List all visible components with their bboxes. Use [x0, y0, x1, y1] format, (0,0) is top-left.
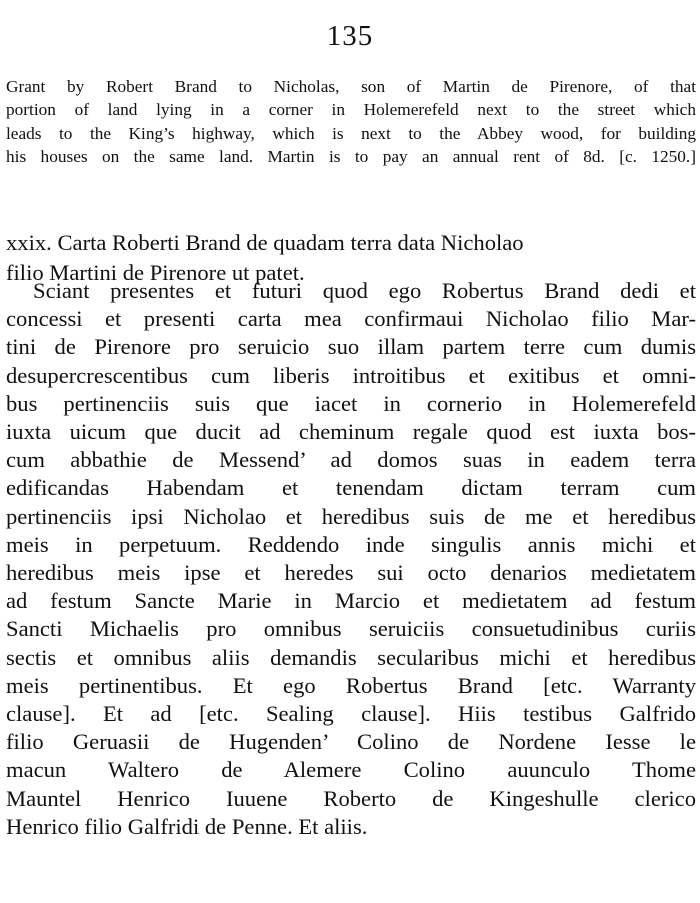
summary-line: portion of land lying in a corner in Holemerefeld next to the street which: [6, 100, 696, 120]
body-line: tini de Pirenore pro seruicio suo illam partem terre cum dumis: [6, 334, 696, 360]
body-line: meis in perpetuum. Reddendo inde singulis annis michi et: [6, 531, 696, 557]
body-line: pertinenciis ipsi Nicholao et heredibus suis de me et heredibus: [6, 503, 696, 529]
summary-line: his houses on the same land. Martin is to pay an annual rent of 8d. [c. 1250.]: [6, 146, 696, 166]
heading-line: filio Martini de Pirenore ut patet.: [6, 259, 305, 285]
body-line: concessi et presenti carta mea confirmaui Nicholao filio Mar-: [6, 306, 696, 332]
summary-line: leads to the King’s highway, which is next to the Abbey wood, for building: [6, 123, 696, 143]
summary-line: Grant by Robert Brand to Nicholas, son of Martin de Pirenore, of that: [6, 77, 696, 96]
page-number: 135: [326, 20, 374, 52]
body-line: Sancti Michaelis pro omnibus seruiciis consuetudinibus curiis: [6, 616, 696, 642]
body-line: desupercrescentibus cum liberis introitibus et exitibus et omni-: [6, 362, 696, 388]
charter-body: [6, 277, 696, 841]
body-line: edificandas Habendam et tenendam dictam terram cum: [6, 475, 696, 501]
body-line: bus pertinenciis suis que iacet in cornerio in Holemerefeld: [6, 390, 696, 416]
english-summary: [6, 75, 696, 168]
body-line: heredibus meis ipse et heredes sui octo denarios medietatem: [6, 560, 696, 586]
body-line: Henrico filio Galfridi de Penne. Et aliis.: [6, 813, 368, 839]
body-line: meis pertinentibus. Et ego Robertus Brand [etc. Warranty: [6, 672, 696, 698]
body-line: sectis et omnibus aliis demandis secularibus michi et heredibus: [6, 644, 696, 670]
body-line: Mauntel Henrico Iuuene Roberto de Kingeshulle clerico: [6, 785, 696, 811]
heading-line: xxix. Carta Roberti Brand de quadam terra data Nicholao: [6, 230, 524, 255]
body-line: iuxta uicum que ducit ad cheminum regale quod est iuxta bos-: [6, 419, 696, 445]
body-line: clause]. Et ad [etc. Sealing clause]. Hiis testibus Galfrido: [6, 701, 696, 727]
body-line: Sciant presentes et futuri quod ego Robertus Brand dedi et: [33, 278, 696, 303]
body-line: macun Waltero de Alemere Colino auunculo Thome: [6, 757, 696, 783]
body-line: ad festum Sancte Marie in Marcio et medietatem ad festum: [6, 588, 696, 614]
body-line: cum abbathie de Messend’ ad domos suas in eadem terra: [6, 447, 696, 473]
body-line: filio Geruasii de Hugenden’ Colino de Nordene Iesse le: [6, 729, 696, 755]
